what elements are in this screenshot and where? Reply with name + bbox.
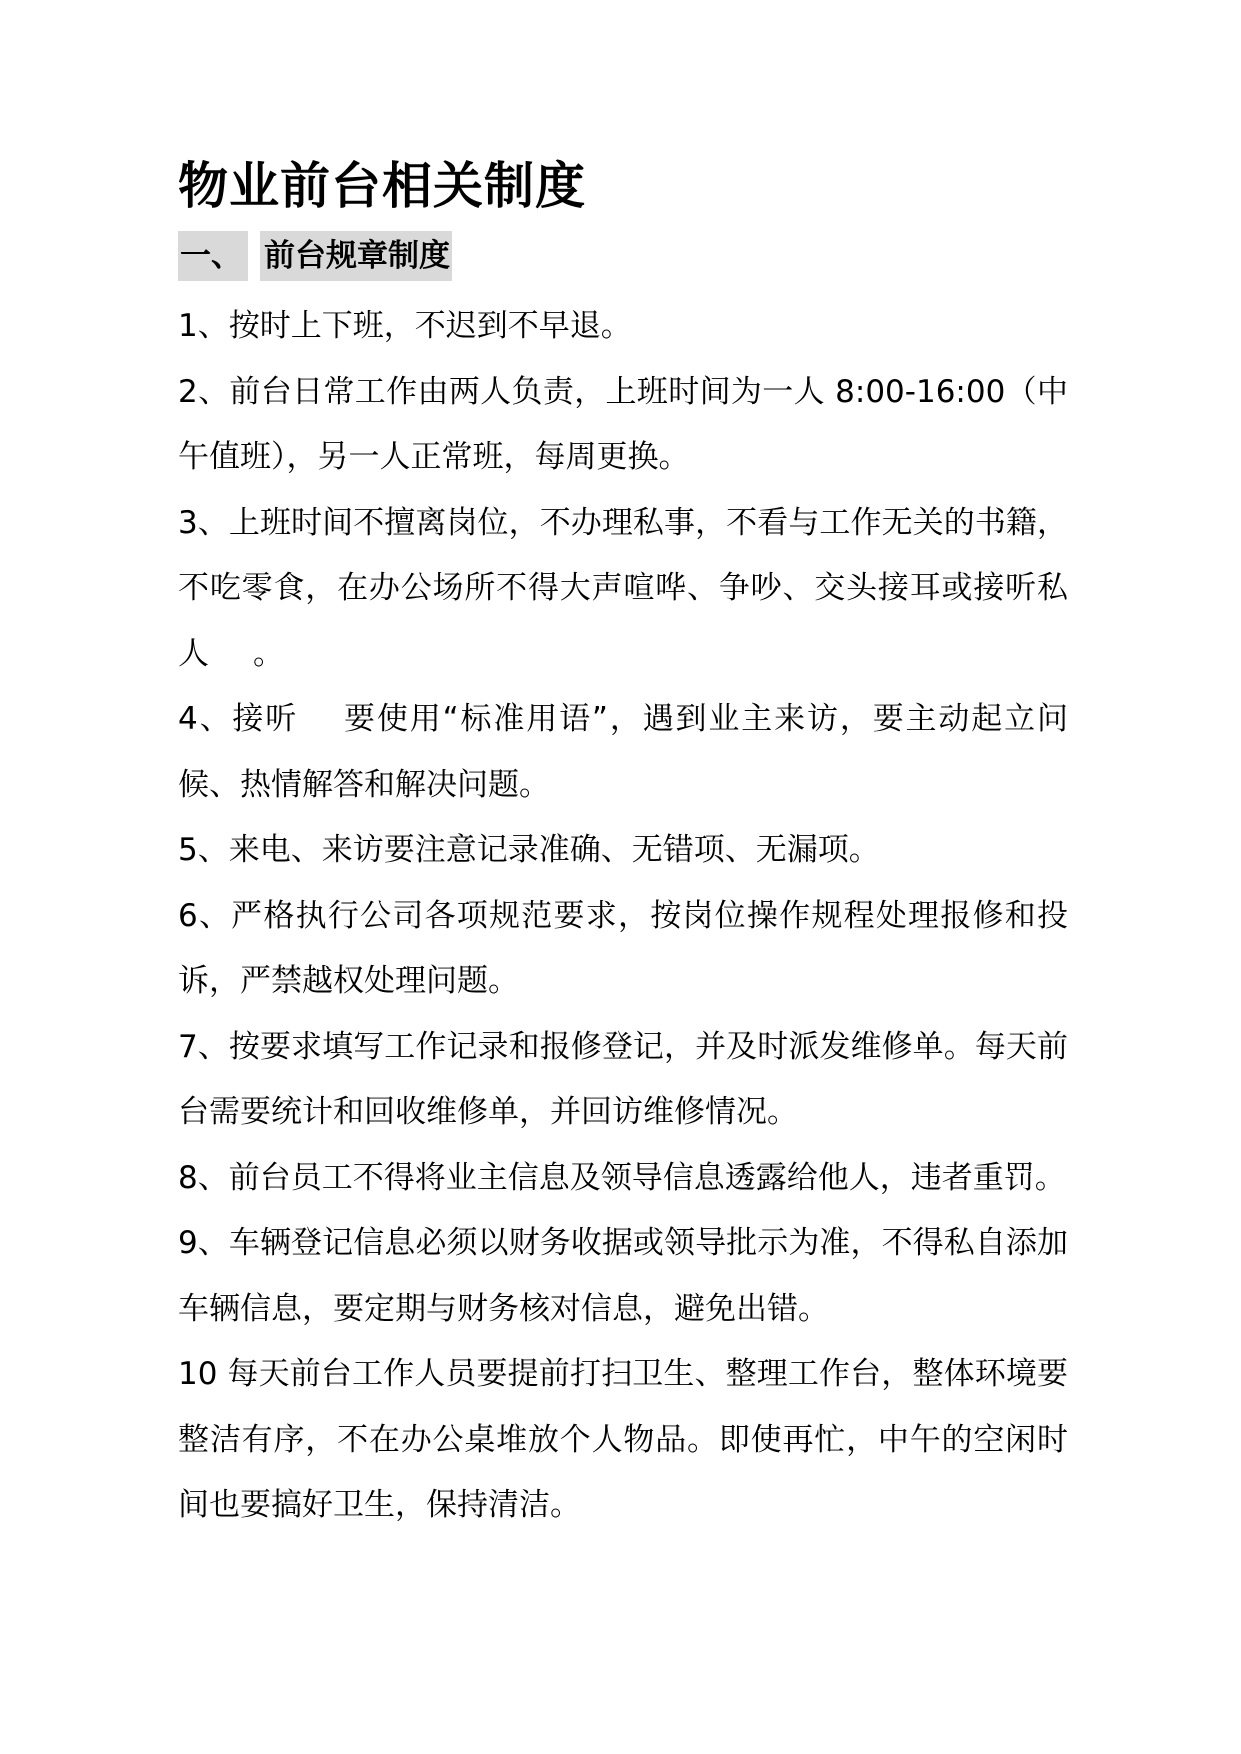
rule-item: 8、前台员工不得将业主信息及领导信息透露给他人，违者重罚。 (178, 1159, 1066, 1196)
rule-text-after-gap: 。 (253, 635, 284, 672)
rule-item: 5、来电、来访要注意记录准确、无错项、无漏项。 (178, 832, 880, 868)
section-title: 前台规章制度 (260, 231, 452, 281)
rule-item: 10 每天前台工作人员要提前打扫卫生、整理工作台，整体环境要整洁有序，不在办公桌堆放个人物品。即使再忙，中午的空闲时间也要搞好卫生，保持清洁。 (178, 1356, 1068, 1523)
document-page (178, 150, 1068, 1539)
rules-list (178, 294, 1068, 1539)
rule-item: 7、按要求填写工作记录和报修登记，并及时派发维修单。每天前台需要统计和回收维修单，并回访维修情况。 (178, 1028, 1068, 1130)
rule-item: 1、按时上下班，不迟到不早退。 (178, 308, 632, 344)
rule-item: 6、严格执行公司各项规范要求，按岗位操作规程处理报修和投诉，严禁越权处理问题。 (178, 897, 1068, 999)
rule-text-after-gap: 要使用“标准用语”，遇到业主来访，要主动起立问候、热情解答和解决问题。 (178, 701, 1068, 803)
section-number: 一、 (178, 231, 248, 281)
rule-text-before-gap: 3、上班时间不擅离岗位，不办理私事，不看与工作无关的书籍，不吃零食，在办公场所不得大声喧哗、争吵、交头接耳或接听私人 (178, 504, 1068, 672)
rule-item (178, 491, 1068, 688)
rule-text-before-gap: 4、接听 (178, 701, 299, 737)
rule-item (178, 687, 1068, 818)
rule-item: 9、车辆登记信息必须以财务收据或领导批示为准，不得私自添加车辆信息，要定期与财务核对信息，避免出错。 (178, 1225, 1068, 1327)
rule-item: 2、前台日常工作由两人负责，上班时间为一人 8:00-16:00（中午值班），另一人正常班，每周更换。 (178, 373, 1068, 475)
document-title: 物业前台相关制度 (178, 156, 586, 215)
section-heading (178, 230, 1068, 282)
